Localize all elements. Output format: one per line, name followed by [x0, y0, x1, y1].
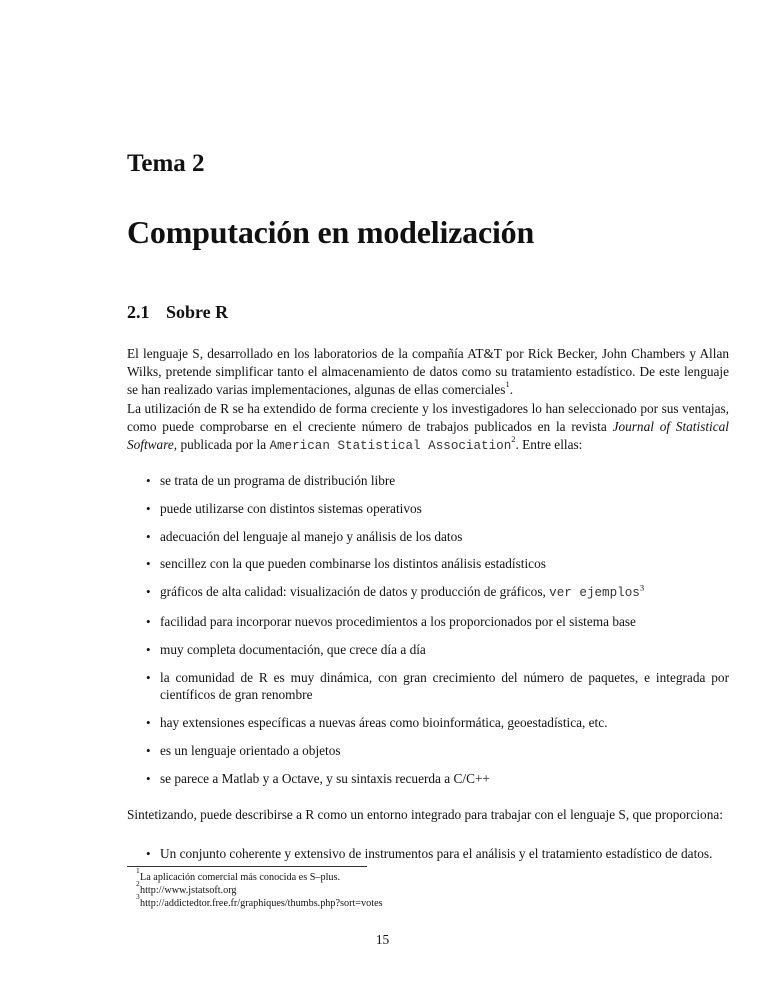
journal-name: Journal of Statistical Software — [127, 418, 729, 452]
footnote-ref-2[interactable]: 2 — [511, 434, 516, 445]
list-item-text: la comunidad de R es muy dinámica, con gran crecimiento del número de paquetes, e integrada por científicos de gran renombre — [160, 669, 729, 703]
paragraph-end: . — [509, 381, 514, 397]
list-item — [127, 528, 729, 546]
paragraph-s-language — [127, 345, 729, 398]
provides-list — [127, 845, 729, 863]
list-item-text: se trata de un programa de distribución libre — [160, 473, 396, 488]
page-number: 15 — [375, 932, 390, 947]
footnote-2: 2 http://www.jstatsoft.org — [136, 879, 237, 896]
list-item — [127, 555, 729, 573]
paragraph-text: , publicada por la — [173, 436, 270, 452]
list-item — [127, 641, 729, 659]
list-item-text: es un lenguaje orientado a objetos — [160, 742, 341, 758]
list-item — [127, 845, 729, 863]
footnote-text[interactable]: http://addictedtor.free.fr/graphiques/thumbs.php?sort=votes — [140, 898, 383, 909]
bullet-icon: • — [146, 473, 151, 488]
paragraph-text: La utilización de R se ha extendido de forma creciente y los investigadores lo han seleccionado por sus ventajas, como puede comprobarse en el creciente número de trabajos publicados en la revista — [127, 401, 729, 434]
paragraph-text: El lenguaje S, desarrollado en los laboratorios de la compañía AT&T por Rick Becker, John Chambers y Allan Wilks, pretende simplificar tanto el almacenamiento de datos como su tratamiento estadístico. De este lenguaje se han realizado varias implementaciones, algunas de ellas comerciales — [127, 346, 729, 397]
bullet-icon: • — [146, 742, 151, 758]
list-item — [127, 472, 729, 490]
advantages-list — [127, 472, 729, 788]
list-item-text: sencillez con la que pueden combinarse los distintos análisis estadísticos — [160, 556, 546, 572]
list-item-text: adecuación del lenguaje al manejo y análisis de los datos — [160, 528, 463, 544]
bullet-icon: • — [146, 846, 151, 861]
section-title: Sobre R — [166, 302, 229, 322]
bullet-icon: • — [146, 641, 151, 657]
list-item-text: gráficos de alta calidad: visualización de datos y producción de gráficos, — [160, 584, 550, 600]
bullet-icon: • — [146, 528, 151, 544]
section-number: 2.1 — [127, 302, 150, 322]
paragraph-summary: Sintetizando, puede describirse a R como un entorno integrado para trabajar con el lenguaje S, que proporciona: — [127, 807, 723, 822]
list-item — [127, 583, 729, 603]
list-item — [127, 500, 729, 518]
examples-link[interactable]: ver ejemplos — [549, 586, 640, 601]
list-item-text: muy completa documentación, que crece día a día — [160, 641, 426, 657]
list-item — [127, 770, 729, 788]
bullet-icon: • — [146, 715, 151, 731]
list-item-text: Un conjunto coherente y extensivo de instrumentos para el análisis y el tratamiento estadístico de datos. — [160, 846, 713, 861]
association-name: American Statistical Association — [269, 438, 512, 453]
bullet-icon: • — [146, 770, 151, 786]
footnote-3: 3 http://addictedtor.free.fr/graphiques/thumbs.php?sort=votes — [136, 892, 383, 909]
footnote-text[interactable]: http://www.jstatsoft.org — [140, 885, 237, 896]
bullet-icon: • — [146, 613, 151, 629]
list-item — [127, 669, 729, 705]
list-item — [127, 742, 729, 760]
list-item-text: hay extensiones específicas a nuevas áreas como bioinformática, geoestadística, etc. — [160, 715, 608, 731]
bullet-icon: • — [146, 500, 151, 516]
footnote-ref-1[interactable]: 1 — [505, 379, 510, 390]
bullet-icon: • — [146, 556, 151, 572]
list-item-text: se parece a Matlab y a Octave, y su sintaxis recuerda a C/C++ — [160, 770, 490, 786]
list-item — [127, 714, 729, 732]
chapter-title: Computación en modelización — [127, 214, 535, 250]
list-item — [127, 613, 729, 631]
footnote-divider — [127, 866, 367, 867]
paragraph-r-usage — [127, 400, 729, 455]
footnote-ref-3[interactable]: 3 — [639, 582, 645, 593]
list-item-text: puede utilizarse con distintos sistemas operativos — [160, 500, 422, 516]
footnote-text: La aplicación comercial más conocida es S–plus. — [140, 872, 340, 883]
paragraph-text: . Entre ellas: — [515, 436, 583, 452]
list-item-text: facilidad para incorporar nuevos procedimientos a los proporcionados por el sistema base — [160, 613, 636, 629]
bullet-icon: • — [146, 669, 151, 685]
chapter-label: Tema 2 — [127, 150, 205, 177]
bullet-icon: • — [146, 584, 151, 600]
footnote-1: 1 La aplicación comercial más conocida es S–plus. — [136, 866, 340, 883]
